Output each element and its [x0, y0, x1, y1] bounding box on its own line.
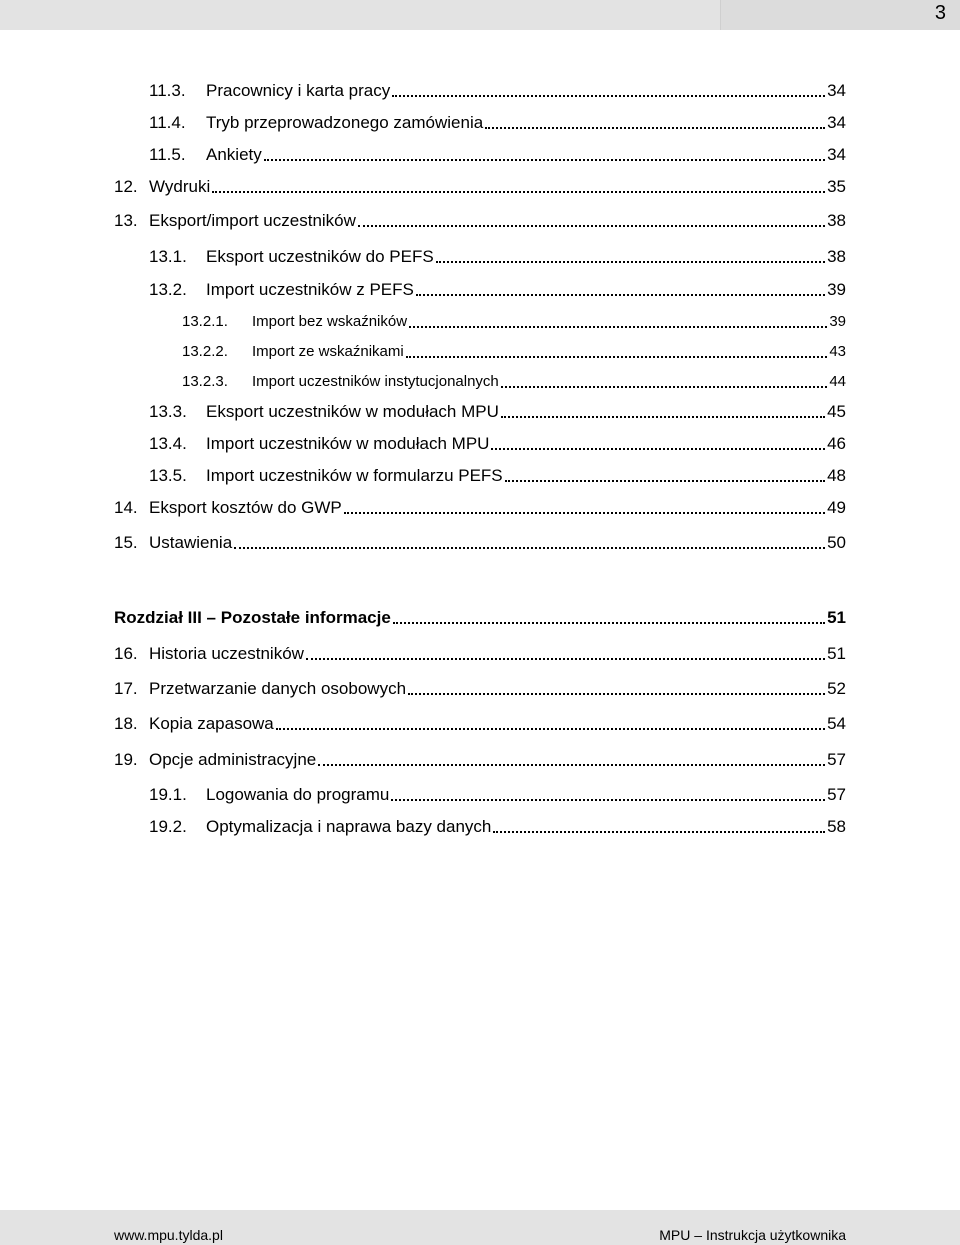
toc-dot-leader	[436, 261, 825, 263]
toc-entry-number: 11.5.	[149, 145, 186, 164]
toc-entry[interactable]	[0, 369, 846, 393]
toc-dot-leader	[408, 693, 825, 695]
toc-entry-title: Eksport/import uczestników	[149, 211, 356, 230]
toc-entry-title: Eksport uczestników w modułach MPU	[206, 402, 499, 421]
toc-entry-number: 13.2.3.	[182, 373, 228, 390]
toc-entry-title: Rozdział III – Pozostałe informacje	[114, 608, 391, 627]
toc-entry-number: 13.2.2.	[182, 343, 228, 360]
toc-entry-title: Import uczestników w formularzu PEFS	[206, 466, 503, 485]
toc-entry-page: 57	[827, 750, 846, 769]
toc-entry[interactable]	[0, 339, 846, 363]
toc-entry-title: Wydruki	[149, 177, 211, 196]
toc-dot-leader	[505, 480, 825, 482]
toc-entry[interactable]	[0, 244, 846, 268]
toc-entry-page: 43	[829, 343, 846, 360]
toc-entry-number: 19.2.	[149, 817, 187, 836]
page-number: 3	[934, 2, 946, 24]
toc-dot-leader	[212, 191, 825, 193]
toc-entry-title: Import uczestników z PEFS	[206, 280, 414, 299]
toc-entry-number: 13.4.	[149, 434, 187, 453]
toc-dot-leader	[306, 658, 825, 660]
toc-entry-number: 13.1.	[149, 247, 187, 266]
toc-entry-number: 11.3.	[149, 81, 186, 100]
toc-entry-title: Import uczestników instytucjonalnych	[252, 373, 499, 390]
toc-entry-page: 45	[827, 402, 846, 421]
toc-dot-leader	[485, 127, 825, 129]
toc-entry-page: 58	[827, 817, 846, 836]
toc-dot-leader	[409, 326, 827, 328]
page-number-box	[720, 0, 960, 30]
toc-entry[interactable]	[0, 814, 846, 838]
toc-entry-number: 13.5.	[149, 466, 187, 485]
toc-entry[interactable]	[0, 711, 846, 735]
toc-entry-number: 17.	[114, 679, 138, 698]
toc-entry[interactable]	[0, 208, 846, 232]
toc-entry-page: 49	[827, 498, 846, 517]
toc-entry-title: Eksport uczestników do PEFS	[206, 247, 434, 266]
footer-title: MPU – Instrukcja użytkownika	[659, 1227, 846, 1243]
toc-entry-title: Import uczestników w modułach MPU	[206, 434, 490, 453]
toc-dot-leader	[392, 95, 825, 97]
toc-entry-number: 13.3.	[149, 402, 187, 421]
toc-entry[interactable]	[0, 782, 846, 806]
toc-entry-page: 34	[827, 145, 846, 164]
toc-entry-page: 44	[829, 373, 846, 390]
toc-entry-page: 38	[827, 247, 846, 266]
toc-entry[interactable]	[0, 431, 846, 455]
toc-entry-title: Przetwarzanie danych osobowych	[149, 679, 407, 698]
toc-entry-page: 39	[827, 280, 846, 299]
toc-dot-leader	[391, 799, 825, 801]
toc-entry-title: Tryb przeprowadzonego zamówienia	[206, 113, 484, 132]
toc-dot-leader	[344, 512, 825, 514]
toc-dot-leader	[234, 547, 825, 549]
toc-entry[interactable]	[0, 399, 846, 423]
toc-entry[interactable]	[0, 142, 846, 166]
toc-entry[interactable]	[0, 605, 846, 629]
toc-dot-leader	[393, 622, 825, 624]
toc-entry-number: 15.	[114, 533, 138, 552]
toc-entry[interactable]	[0, 495, 846, 519]
toc-entry-page: 52	[827, 679, 846, 698]
toc-entry-page: 48	[827, 466, 846, 485]
toc-entry[interactable]	[0, 747, 846, 771]
toc-entry-page: 51	[827, 644, 846, 663]
toc-dot-leader	[501, 386, 828, 388]
toc-dot-leader	[493, 831, 825, 833]
toc-entry-title: Import ze wskaźnikami	[252, 343, 404, 360]
toc-entry-number: 13.2.	[149, 280, 187, 299]
toc-entry[interactable]	[0, 277, 846, 301]
toc-entry-title: Ankiety	[206, 145, 262, 164]
toc-entry-number: 18.	[114, 714, 138, 733]
toc-entry-title: Optymalizacja i naprawa bazy danych	[206, 817, 492, 836]
toc-entry[interactable]	[0, 530, 846, 554]
toc-entry-title: Logowania do programu	[206, 785, 390, 804]
toc-entry[interactable]	[0, 641, 846, 665]
toc-entry-page: 46	[827, 434, 846, 453]
toc-entry-title: Pracownicy i karta pracy	[206, 81, 391, 100]
toc-entry[interactable]	[0, 110, 846, 134]
toc-entry-title: Ustawienia	[149, 533, 233, 552]
toc-entry-page: 54	[827, 714, 846, 733]
toc-dot-leader	[491, 448, 825, 450]
toc-dot-leader	[501, 416, 825, 418]
toc-entry-number: 19.1.	[149, 785, 187, 804]
toc-dot-leader	[358, 225, 825, 227]
toc-entry-page: 50	[827, 533, 846, 552]
toc-dot-leader	[416, 294, 825, 296]
footer-website: www.mpu.tylda.pl	[114, 1227, 223, 1243]
toc-entry-number: 13.2.1.	[182, 313, 228, 330]
toc-entry-number: 12.	[114, 177, 138, 196]
toc-entry-page: 57	[827, 785, 846, 804]
toc-entry[interactable]	[0, 676, 846, 700]
toc-entry[interactable]	[0, 174, 846, 198]
toc-entry-page: 35	[827, 177, 846, 196]
toc-entry-number: 19.	[114, 750, 138, 769]
toc-entry[interactable]	[0, 309, 846, 333]
toc-entry[interactable]	[0, 78, 846, 102]
toc-entry-number: 13.	[114, 211, 138, 230]
toc-entry-title: Eksport kosztów do GWP	[149, 498, 342, 517]
toc-entry-number: 11.4.	[149, 113, 186, 132]
toc-entry-title: Import bez wskaźników	[252, 313, 408, 330]
toc-entry-page: 38	[827, 211, 846, 230]
toc-dot-leader	[276, 728, 825, 730]
toc-entry-title: Opcje administracyjne	[149, 750, 317, 769]
toc-entry-title: Kopia zapasowa	[149, 714, 274, 733]
toc-entry-page: 39	[829, 313, 846, 330]
toc-entry[interactable]	[0, 463, 846, 487]
toc-dot-leader	[264, 159, 825, 161]
toc-dot-leader	[318, 764, 825, 766]
toc-entry-title: Historia uczestników	[149, 644, 304, 663]
toc-entry-page: 51	[827, 608, 846, 627]
toc-entry-number: 16.	[114, 644, 138, 663]
toc-entry-page: 34	[827, 81, 846, 100]
toc-dot-leader	[406, 356, 828, 358]
toc-entry-page: 34	[827, 113, 846, 132]
toc-entry-number: 14.	[114, 498, 138, 517]
